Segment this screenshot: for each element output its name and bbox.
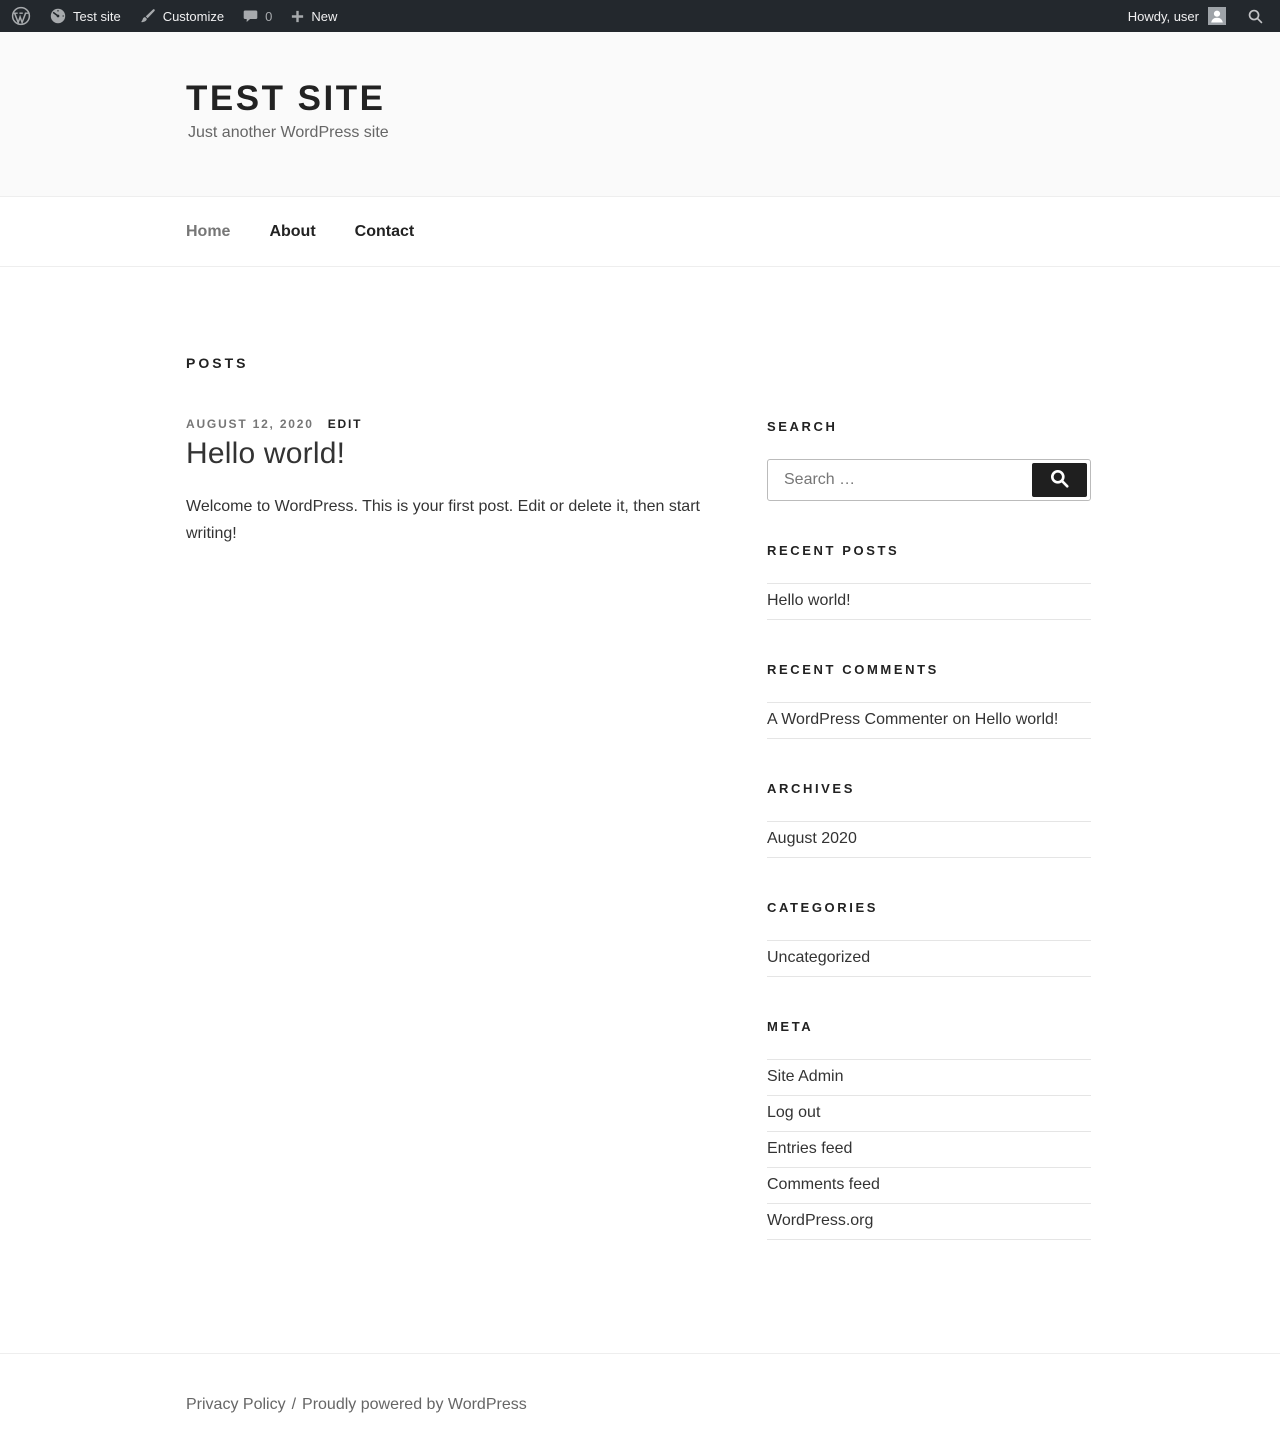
comment-bubble-icon <box>242 8 259 25</box>
wp-admin-bar <box>0 0 1280 32</box>
comment-author-link[interactable]: A WordPress Commenter <box>767 711 949 728</box>
admin-bar-left <box>2 0 346 32</box>
list-item <box>767 702 1091 739</box>
post-edit-link[interactable]: EDIT <box>327 417 363 431</box>
widget-search <box>767 419 1091 501</box>
search-input[interactable] <box>768 460 1018 500</box>
meta-comments-feed-link[interactable]: Comments feed <box>767 1176 880 1193</box>
post-title <box>186 437 732 471</box>
meta-entries-feed-link[interactable]: Entries feed <box>767 1140 853 1157</box>
admin-bar-search[interactable] <box>1235 0 1276 32</box>
search-submit-button[interactable] <box>1032 463 1087 497</box>
widget-recent-comments <box>767 662 1091 739</box>
search-widget-title: SEARCH <box>767 419 838 434</box>
widget-meta <box>767 1019 1091 1240</box>
list-item <box>767 1059 1091 1096</box>
list-item <box>767 1132 1091 1168</box>
post-article <box>186 417 732 547</box>
wordpress-logo-menu[interactable] <box>2 0 40 32</box>
list-item <box>767 821 1091 858</box>
wordpress-logo-icon <box>11 6 31 26</box>
meta-title: META <box>767 1019 814 1034</box>
footer-separator: / <box>291 1396 297 1413</box>
search-icon <box>1247 8 1264 25</box>
list-item <box>767 940 1091 977</box>
site-header <box>0 32 1280 197</box>
categories-title: CATEGORIES <box>767 900 878 915</box>
admin-bar-site-name[interactable] <box>40 0 130 32</box>
admin-bar-my-account[interactable] <box>1119 0 1235 32</box>
admin-bar-site-name-label: Test site <box>73 8 121 24</box>
widget-archives <box>767 781 1091 858</box>
comment-count-badge: 0 <box>265 8 273 24</box>
meta-log-out-link[interactable]: Log out <box>767 1104 821 1121</box>
search-icon <box>1049 468 1071 493</box>
site-footer <box>0 1353 1280 1449</box>
site-title[interactable]: TEST SITE <box>186 79 386 118</box>
search-form <box>767 459 1091 501</box>
admin-bar-customize[interactable] <box>130 0 233 32</box>
nav-item-about[interactable]: About <box>269 222 316 240</box>
avatar <box>1208 7 1226 25</box>
page-title: POSTS <box>186 355 249 371</box>
admin-bar-new-label: New <box>311 8 338 24</box>
category-link[interactable]: Uncategorized <box>767 949 871 966</box>
list-item <box>767 1096 1091 1132</box>
list-item <box>767 1204 1091 1240</box>
recent-comments-title: RECENT COMMENTS <box>767 662 939 677</box>
entry-meta <box>186 417 732 431</box>
powered-by-link[interactable]: Proudly powered by WordPress <box>302 1396 527 1413</box>
meta-wordpress-org-link[interactable]: WordPress.org <box>767 1212 874 1229</box>
sidebar <box>767 267 1091 1240</box>
comment-post-link[interactable]: Hello world! <box>974 711 1059 728</box>
meta-site-admin-link[interactable]: Site Admin <box>767 1068 844 1085</box>
list-item <box>767 583 1091 620</box>
content-area <box>0 267 1280 1240</box>
post-body: Welcome to WordPress. This is your first post. Edit or delete it, then start writing! <box>186 498 700 542</box>
paintbrush-icon <box>139 7 157 25</box>
howdy-label: Howdy, user <box>1127 8 1199 24</box>
gauge-icon <box>49 7 67 25</box>
archives-title: ARCHIVES <box>767 781 855 796</box>
site-tagline: Just another WordPress site <box>188 124 389 141</box>
admin-bar-customize-label: Customize <box>162 8 225 24</box>
list-item <box>767 1168 1091 1204</box>
post-title-link[interactable]: Hello world! <box>186 437 346 470</box>
nav-item-contact[interactable]: Contact <box>354 222 415 240</box>
widget-recent-posts <box>767 543 1091 620</box>
nav-item-home[interactable]: Home <box>186 222 231 240</box>
recent-posts-title: RECENT POSTS <box>767 543 900 558</box>
plus-icon <box>290 9 305 24</box>
primary-navigation <box>0 197 1280 267</box>
admin-bar-comments[interactable] <box>233 0 281 32</box>
comment-connector: on <box>948 711 975 728</box>
widget-categories <box>767 900 1091 977</box>
admin-bar-right <box>1119 0 1276 32</box>
main-content <box>186 267 732 1240</box>
admin-bar-new-content[interactable] <box>281 0 346 32</box>
archive-link[interactable]: August 2020 <box>767 830 857 847</box>
post-date-link[interactable]: AUGUST 12, 2020 <box>186 417 314 431</box>
privacy-policy-link[interactable]: Privacy Policy <box>186 1396 286 1413</box>
recent-post-link[interactable]: Hello world! <box>767 592 851 609</box>
